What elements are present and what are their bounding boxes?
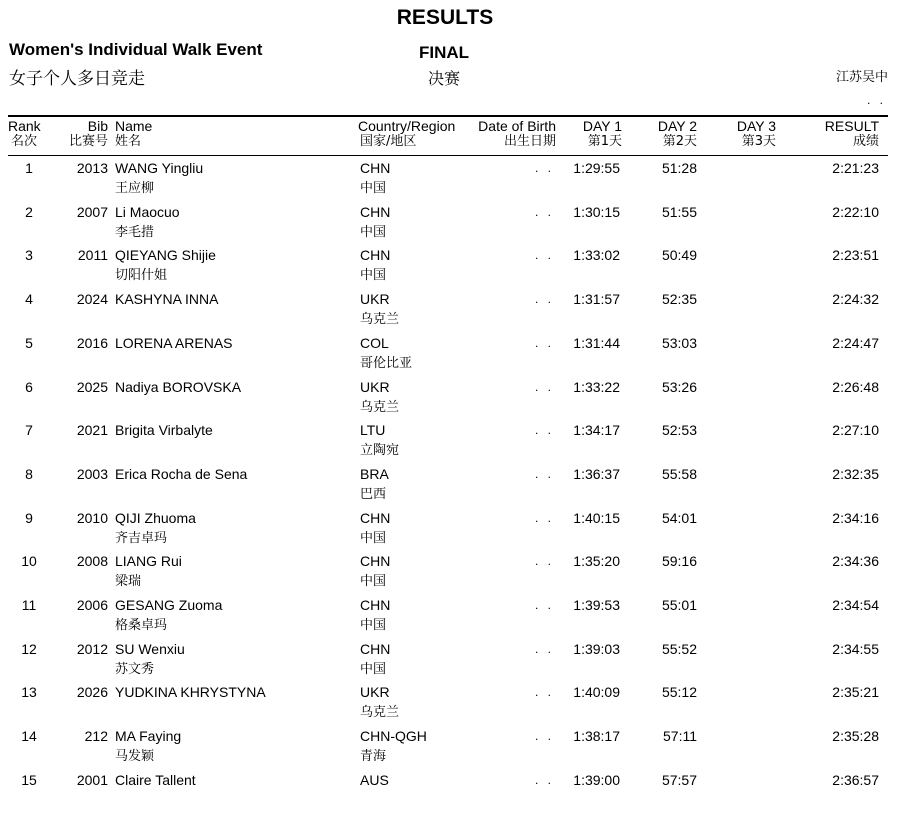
col-day3-header — [710, 118, 776, 150]
date-of-birth: . . — [534, 423, 554, 438]
col-day2-en: DAY 2 — [657, 118, 697, 134]
day2-time: 55:58 — [661, 465, 697, 482]
event-name-zh: 女子个人多日竞走 — [9, 69, 145, 89]
date-of-birth: . . — [534, 379, 554, 394]
bib-cell: 2024 — [76, 291, 108, 308]
country-name-zh: 哥伦比亚 — [360, 355, 413, 371]
col-name-en: Name — [115, 118, 153, 134]
col-dob-header — [466, 118, 556, 150]
bib-cell: 2006 — [76, 597, 108, 613]
athlete-name: QIJI Zhuoma — [115, 509, 196, 526]
bib-cell: 2012 — [76, 640, 108, 657]
country-code: CHN — [360, 553, 391, 570]
day1-time: 1:39:03 — [573, 640, 620, 657]
table-row — [0, 684, 902, 728]
table-row — [0, 422, 902, 466]
col-bib-zh: 比赛号 — [68, 134, 108, 149]
table-row — [0, 247, 902, 291]
rank-cell: 15 — [21, 771, 37, 788]
country-code: AUS — [360, 771, 389, 788]
country-name-zh: 乌克兰 — [360, 705, 400, 721]
col-bib-en: Bib — [87, 118, 108, 134]
col-rank-zh: 名次 — [11, 134, 38, 149]
results-title: RESULTS — [396, 6, 494, 29]
day2-time: 52:35 — [661, 291, 697, 308]
country-code: UKR — [360, 291, 390, 308]
athlete-name: GESANG Zuoma — [115, 597, 223, 613]
col-day2-zh: 第2天 — [662, 134, 697, 149]
country-name-zh: 青海 — [360, 749, 387, 765]
col-country-header — [358, 118, 455, 150]
date-of-birth: . . — [534, 685, 554, 700]
athlete-name-zh: 李毛措 — [115, 224, 155, 240]
country-name-zh: 中国 — [360, 530, 387, 546]
day1-time: 1:29:55 — [573, 160, 620, 176]
rank-cell: 12 — [21, 640, 37, 657]
athlete-name: Nadiya BOROVSKA — [115, 378, 242, 395]
table-row — [0, 335, 902, 379]
athlete-name-zh: 切阳什姐 — [115, 268, 168, 284]
date-of-birth: . . — [534, 641, 554, 656]
col-day1-header — [556, 118, 622, 150]
bib-cell: 2003 — [76, 465, 108, 482]
country-code: UKR — [360, 684, 390, 701]
result-time: 2:23:51 — [832, 247, 879, 264]
country-name-zh: 中国 — [360, 618, 387, 633]
bib-cell: 2010 — [76, 509, 108, 526]
day1-time: 1:33:02 — [573, 247, 620, 264]
day2-time: 51:55 — [661, 203, 697, 220]
date-of-birth: . . — [534, 248, 554, 263]
country-code: CHN-QGH — [360, 728, 427, 745]
col-day2-header — [630, 118, 697, 150]
rank-cell: 1 — [25, 160, 33, 176]
bib-cell: 2013 — [76, 160, 108, 176]
date-of-birth: . . — [534, 554, 554, 569]
country-code: CHN — [360, 160, 391, 176]
athlete-name-zh: 齐吉卓玛 — [115, 530, 168, 546]
date-of-birth: . . — [534, 292, 554, 307]
athlete-name-zh: 马发颖 — [115, 749, 155, 765]
col-day3-en: DAY 3 — [736, 118, 776, 134]
column-header-rule — [8, 155, 888, 156]
athlete-name-zh: 梁瑞 — [115, 574, 142, 590]
table-row — [0, 597, 902, 641]
result-time: 2:24:32 — [832, 291, 879, 308]
rank-cell: 10 — [21, 553, 37, 570]
day1-time: 1:30:15 — [573, 203, 620, 220]
date-of-birth: . . — [534, 204, 554, 219]
day1-time: 1:40:15 — [573, 509, 620, 526]
phase-zh: 决赛 — [428, 69, 461, 88]
date-of-birth: . . — [534, 466, 554, 481]
date-of-birth: . . — [534, 335, 554, 350]
day2-time: 53:03 — [661, 334, 697, 351]
athlete-name: LORENA ARENAS — [115, 334, 233, 351]
table-row — [0, 291, 902, 335]
athlete-name: LIANG Rui — [115, 553, 182, 570]
day2-time: 55:01 — [661, 597, 697, 613]
header-rule — [8, 115, 888, 117]
bib-cell: 2008 — [76, 553, 108, 570]
col-day3-zh: 第3天 — [741, 134, 776, 149]
day2-time: 55:52 — [661, 640, 697, 657]
table-row — [0, 160, 902, 204]
country-name-zh: 中国 — [360, 661, 387, 677]
country-name-zh: 中国 — [360, 181, 387, 196]
col-dob-en: Date of Birth — [478, 118, 556, 134]
result-time: 2:27:10 — [832, 422, 879, 439]
table-row — [0, 553, 902, 597]
day2-time: 57:57 — [661, 771, 697, 788]
country-name-zh: 乌克兰 — [360, 399, 400, 415]
result-time: 2:34:54 — [832, 597, 879, 613]
country-name-zh: 中国 — [360, 268, 387, 284]
phase-en: FINAL — [419, 43, 470, 62]
athlete-name-zh: 苏文秀 — [115, 661, 155, 677]
col-rank-en: Rank — [8, 118, 41, 134]
bib-cell: 2016 — [76, 334, 108, 351]
result-time: 2:35:28 — [832, 728, 879, 745]
date-of-birth: . . — [534, 510, 554, 525]
country-code: UKR — [360, 378, 390, 395]
bib-cell: 2007 — [76, 203, 108, 220]
rank-cell: 5 — [25, 334, 33, 351]
col-bib-header — [60, 118, 108, 150]
bib-cell: 2001 — [76, 771, 108, 788]
rank-cell: 6 — [25, 378, 33, 395]
athlete-name: Erica Rocha de Sena — [115, 465, 248, 482]
day1-time: 1:40:09 — [573, 684, 620, 701]
day1-time: 1:39:00 — [573, 771, 620, 788]
rank-cell: 3 — [25, 247, 33, 264]
table-row — [0, 510, 902, 554]
day1-time: 1:31:57 — [573, 291, 620, 308]
result-time: 2:34:16 — [832, 509, 879, 526]
col-name-zh: 姓名 — [115, 134, 142, 149]
col-result-header — [790, 118, 879, 150]
bib-cell: 212 — [84, 728, 108, 745]
day2-time: 57:11 — [663, 728, 697, 745]
date-of-birth: . . — [534, 598, 554, 612]
result-time: 2:35:21 — [832, 684, 879, 701]
day2-time: 54:01 — [661, 509, 697, 526]
day1-time: 1:36:37 — [573, 465, 620, 482]
table-row — [0, 728, 902, 772]
col-rank-header — [8, 118, 41, 150]
country-code: CHN — [360, 247, 391, 264]
result-time: 2:34:55 — [832, 640, 879, 657]
table-row — [0, 379, 902, 423]
table-row — [0, 641, 902, 685]
country-code: CHN — [360, 597, 391, 613]
col-country-zh: 国家/地区 — [360, 134, 417, 149]
rank-cell: 9 — [25, 509, 33, 526]
day1-time: 1:39:53 — [573, 597, 620, 613]
rank-cell: 7 — [25, 422, 33, 439]
athlete-name: Li Maocuo — [115, 203, 180, 220]
event-name-en: Women's Individual Walk Event — [9, 40, 263, 59]
result-time: 2:22:10 — [832, 203, 879, 220]
table-row — [0, 772, 902, 816]
date-of-birth: . . — [534, 161, 554, 175]
country-code: CHN — [360, 509, 391, 526]
rank-cell: 11 — [21, 597, 37, 613]
header-dots: . . — [866, 93, 886, 107]
day1-time: 1:38:17 — [573, 728, 620, 745]
country-code: BRA — [360, 465, 389, 482]
athlete-name: WANG Yingliu — [115, 160, 204, 176]
col-country-en: Country/Region — [358, 118, 456, 134]
country-name-zh: 中国 — [360, 574, 387, 590]
result-time: 2:34:36 — [832, 553, 879, 570]
day1-time: 1:33:22 — [573, 378, 620, 395]
rank-cell: 13 — [21, 684, 37, 701]
day2-time: 50:49 — [661, 247, 697, 264]
venue: 江苏吴中 — [835, 70, 888, 85]
athlete-name-zh: 王应柳 — [115, 181, 155, 196]
bib-cell: 2021 — [76, 422, 108, 439]
day1-time: 1:35:20 — [573, 553, 620, 570]
col-name-header — [115, 118, 152, 150]
col-result-en: RESULT — [824, 118, 879, 134]
athlete-name: YUDKINA KHRYSTYNA — [115, 684, 266, 701]
day2-time: 55:12 — [661, 684, 697, 701]
country-name-zh: 乌克兰 — [360, 312, 400, 328]
col-dob-zh: 出生日期 — [503, 134, 556, 149]
country-name-zh: 中国 — [360, 224, 387, 240]
result-time: 2:24:47 — [832, 334, 879, 351]
result-time: 2:21:23 — [832, 160, 879, 176]
rank-cell: 4 — [25, 291, 33, 308]
day2-time: 51:28 — [661, 160, 697, 176]
country-name-zh: 立陶宛 — [360, 443, 400, 459]
country-code: LTU — [360, 422, 386, 439]
day1-time: 1:34:17 — [573, 422, 620, 439]
day2-time: 59:16 — [661, 553, 697, 570]
athlete-name: KASHYNA INNA — [115, 291, 219, 308]
result-time: 2:26:48 — [832, 378, 879, 395]
day1-time: 1:31:44 — [573, 334, 620, 351]
bib-cell: 2026 — [76, 684, 108, 701]
athlete-name: SU Wenxiu — [115, 640, 185, 657]
result-time: 2:36:57 — [832, 771, 879, 788]
rank-cell: 2 — [25, 203, 33, 220]
date-of-birth: . . — [534, 772, 554, 787]
table-row — [0, 204, 902, 248]
col-day1-en: DAY 1 — [582, 118, 622, 134]
result-time: 2:32:35 — [832, 465, 879, 482]
bib-cell: 2011 — [77, 247, 108, 264]
country-code: CHN — [360, 203, 391, 220]
country-name-zh: 巴西 — [360, 486, 387, 502]
athlete-name: Claire Tallent — [115, 771, 196, 788]
athlete-name: MA Faying — [115, 728, 182, 745]
day2-time: 53:26 — [661, 378, 697, 395]
athlete-name: QIEYANG Shijie — [115, 247, 216, 264]
country-code: COL — [360, 334, 389, 351]
bib-cell: 2025 — [76, 378, 108, 395]
athlete-name-zh: 格桑卓玛 — [115, 618, 168, 633]
country-code: CHN — [360, 640, 391, 657]
date-of-birth: . . — [534, 729, 554, 744]
rank-cell: 8 — [25, 465, 33, 482]
table-row — [0, 466, 902, 510]
col-day1-zh: 第1天 — [587, 134, 622, 149]
athlete-name: Brigita Virbalyte — [115, 422, 213, 439]
day2-time: 52:53 — [661, 422, 697, 439]
col-result-zh: 成绩 — [852, 134, 879, 149]
rank-cell: 14 — [21, 728, 37, 745]
